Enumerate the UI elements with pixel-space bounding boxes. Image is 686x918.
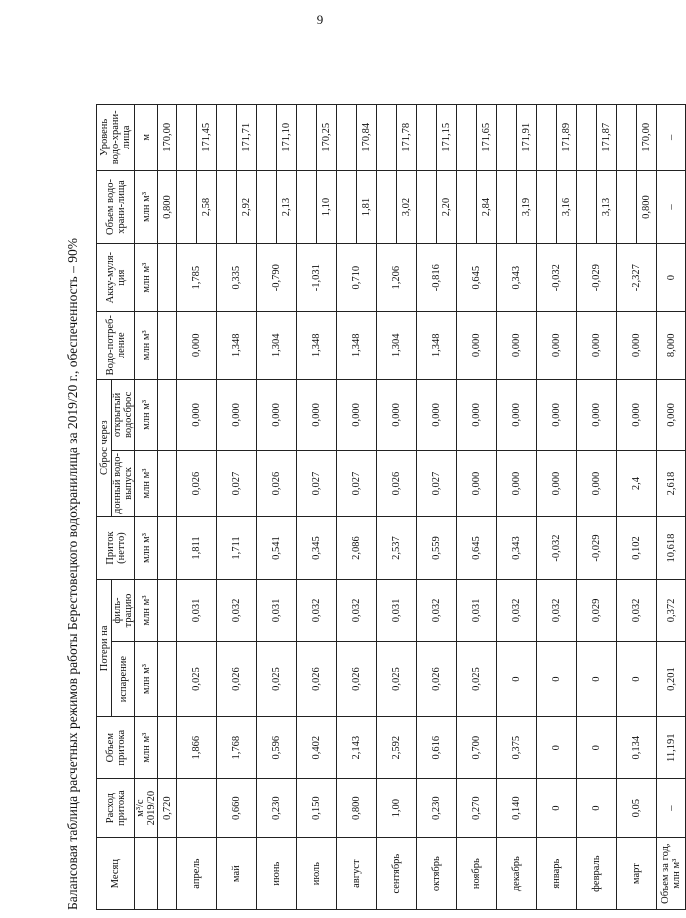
cell-blank bbox=[617, 105, 637, 171]
cell-consumption: 0,000 bbox=[457, 311, 497, 379]
total-inflow-rate: – bbox=[657, 778, 686, 837]
cell-evaporation: 0,025 bbox=[257, 641, 297, 717]
cell-reservoir-volume: 0,800 bbox=[637, 170, 657, 244]
initial-blank bbox=[158, 379, 177, 451]
cell-filtration: 0,032 bbox=[497, 580, 537, 641]
cell-net-inflow: 0,102 bbox=[617, 516, 657, 579]
total-month: Объем за год, млн м³ bbox=[657, 838, 686, 910]
cell-bottom-outlet: 0,027 bbox=[217, 451, 257, 517]
header-discharge: Сброс через bbox=[97, 379, 112, 516]
cell-inflow-volume: 2,143 bbox=[337, 717, 377, 778]
total-net-inflow: 10,618 bbox=[657, 516, 686, 579]
cell-filtration: 0,031 bbox=[457, 580, 497, 641]
initial-blank bbox=[158, 516, 177, 579]
cell-reservoir-volume: 2,92 bbox=[237, 170, 257, 244]
header-month: Месяц bbox=[97, 838, 135, 910]
initial-blank bbox=[158, 244, 177, 312]
cell-reservoir-volume: 3,02 bbox=[397, 170, 417, 244]
cell-bottom-outlet: 0,000 bbox=[577, 451, 617, 517]
total-consumption: 8,000 bbox=[657, 311, 686, 379]
table-body bbox=[177, 105, 686, 910]
cell-inflow-volume: 0,134 bbox=[617, 717, 657, 778]
cell-bottom-outlet: 0,000 bbox=[497, 451, 537, 517]
cell-accumulation: 0,645 bbox=[457, 244, 497, 312]
cell-reservoir-level: 171,89 bbox=[557, 105, 577, 171]
cell-net-inflow: 0,343 bbox=[497, 516, 537, 579]
cell-net-inflow: 0,345 bbox=[297, 516, 337, 579]
cell-blank bbox=[297, 170, 317, 244]
units-open-spillway: млн м³ bbox=[135, 379, 158, 451]
cell-accumulation: -0,816 bbox=[417, 244, 457, 312]
cell-reservoir-volume: 3,13 bbox=[597, 170, 617, 244]
table-row bbox=[297, 105, 317, 910]
cell-net-inflow: 0,645 bbox=[457, 516, 497, 579]
cell-inflow-volume: 0 bbox=[577, 717, 617, 778]
cell-reservoir-level: 171,87 bbox=[597, 105, 617, 171]
initial-blank bbox=[158, 580, 177, 641]
units-accumulation: млн м³ bbox=[135, 244, 158, 312]
cell-reservoir-level: 171,15 bbox=[437, 105, 457, 171]
cell-reservoir-volume: 3,16 bbox=[557, 170, 577, 244]
table-row bbox=[417, 105, 437, 910]
cell-inflow-volume: 0,700 bbox=[457, 717, 497, 778]
cell-blank bbox=[377, 105, 397, 171]
cell-net-inflow: 1,711 bbox=[217, 516, 257, 579]
units-evaporation: млн м³ bbox=[135, 641, 158, 717]
cell-accumulation: -2,327 bbox=[617, 244, 657, 312]
initial-month-blank bbox=[158, 838, 177, 910]
cell-month: январь bbox=[537, 838, 577, 910]
cell-blank bbox=[457, 170, 477, 244]
cell-month: август bbox=[337, 838, 377, 910]
table-row bbox=[257, 105, 277, 910]
cell-filtration: 0,032 bbox=[617, 580, 657, 641]
cell-consumption: 1,348 bbox=[417, 311, 457, 379]
cell-inflow-volume: 1,866 bbox=[177, 717, 217, 778]
header-evaporation: испарение bbox=[112, 641, 135, 717]
cell-evaporation: 0 bbox=[617, 641, 657, 717]
cell-reservoir-level: 171,71 bbox=[237, 105, 257, 171]
cell-reservoir-level: 170,25 bbox=[317, 105, 337, 171]
cell-blank bbox=[457, 105, 477, 171]
cell-open-spillway: 0,000 bbox=[417, 379, 457, 451]
cell-evaporation: 0,026 bbox=[417, 641, 457, 717]
cell-blank bbox=[177, 170, 197, 244]
cell-blank bbox=[177, 105, 197, 171]
cell-accumulation: 1,785 bbox=[177, 244, 217, 312]
cell-consumption: 1,348 bbox=[297, 311, 337, 379]
cell-net-inflow: 0,559 bbox=[417, 516, 457, 579]
initial-blank bbox=[158, 641, 177, 717]
cell-open-spillway: 0,000 bbox=[617, 379, 657, 451]
cell-accumulation: 0,710 bbox=[337, 244, 377, 312]
table-row bbox=[537, 105, 557, 910]
cell-open-spillway: 0,000 bbox=[297, 379, 337, 451]
cell-month: июль bbox=[297, 838, 337, 910]
table-row bbox=[337, 105, 357, 910]
header-inflow-rate: Расход притока bbox=[97, 778, 135, 837]
cell-inflow-rate: 0,660 bbox=[217, 778, 257, 837]
cell-blank bbox=[417, 105, 437, 171]
cell-net-inflow: -0,032 bbox=[537, 516, 577, 579]
cell-consumption: 1,304 bbox=[257, 311, 297, 379]
cell-blank bbox=[217, 105, 237, 171]
cell-filtration: 0,032 bbox=[337, 580, 377, 641]
cell-reservoir-level: 171,65 bbox=[477, 105, 497, 171]
cell-inflow-volume: 0,375 bbox=[497, 717, 537, 778]
units-reservoir-volume: млн м³ bbox=[135, 170, 158, 244]
cell-inflow-rate: 0,150 bbox=[297, 778, 337, 837]
cell-blank bbox=[497, 170, 517, 244]
cell-reservoir-level: 171,91 bbox=[517, 105, 537, 171]
cell-inflow-rate: 0 bbox=[537, 778, 577, 837]
cell-net-inflow: 1,811 bbox=[177, 516, 217, 579]
cell-inflow-rate: 0,05 bbox=[617, 778, 657, 837]
cell-bottom-outlet: 0,026 bbox=[177, 451, 217, 517]
cell-month: октябрь bbox=[417, 838, 457, 910]
cell-consumption: 0,000 bbox=[497, 311, 537, 379]
units-bottom-outlet: млн м³ bbox=[135, 451, 158, 517]
cell-accumulation: -0,790 bbox=[257, 244, 297, 312]
cell-blank bbox=[577, 105, 597, 171]
table-row bbox=[217, 105, 237, 910]
cell-inflow-rate: 0 bbox=[577, 778, 617, 837]
initial-reservoir-volume: 0,800 bbox=[158, 170, 177, 244]
cell-inflow-volume: 0,402 bbox=[297, 717, 337, 778]
cell-reservoir-volume: 3,19 bbox=[517, 170, 537, 244]
cell-consumption: 0,000 bbox=[577, 311, 617, 379]
initial-blank bbox=[158, 311, 177, 379]
cell-reservoir-volume: 2,58 bbox=[197, 170, 217, 244]
total-row bbox=[657, 105, 686, 910]
cell-reservoir-level: 170,84 bbox=[357, 105, 377, 171]
units-inflow-volume: млн м³ bbox=[135, 717, 158, 778]
rotated-page-content bbox=[60, 100, 682, 910]
cell-open-spillway: 0,000 bbox=[337, 379, 377, 451]
units-inflow-rate-label: м³/с bbox=[135, 799, 146, 817]
header-losses: Потери на bbox=[97, 580, 112, 717]
header-accumulation: Акку-муля-ция bbox=[97, 244, 135, 312]
total-reservoir-level: – bbox=[657, 105, 686, 171]
cell-evaporation: 0,026 bbox=[337, 641, 377, 717]
cell-consumption: 0,000 bbox=[617, 311, 657, 379]
cell-reservoir-volume: 2,13 bbox=[277, 170, 297, 244]
cell-bottom-outlet: 0,000 bbox=[537, 451, 577, 517]
cell-filtration: 0,031 bbox=[177, 580, 217, 641]
cell-bottom-outlet: 0,026 bbox=[257, 451, 297, 517]
cell-reservoir-level: 170,00 bbox=[637, 105, 657, 171]
cell-open-spillway: 0,000 bbox=[377, 379, 417, 451]
table-row bbox=[177, 105, 197, 910]
cell-month: июнь bbox=[257, 838, 297, 910]
cell-month: февраль bbox=[577, 838, 617, 910]
cell-month: сентябрь bbox=[377, 838, 417, 910]
cell-bottom-outlet: 2,4 bbox=[617, 451, 657, 517]
cell-accumulation: 0,335 bbox=[217, 244, 257, 312]
cell-filtration: 0,032 bbox=[417, 580, 457, 641]
cell-blank bbox=[497, 105, 517, 171]
cell-bottom-outlet: 0,027 bbox=[337, 451, 377, 517]
cell-blank bbox=[257, 170, 277, 244]
cell-inflow-volume: 2,592 bbox=[377, 717, 417, 778]
total-accumulation: 0 bbox=[657, 244, 686, 312]
initial-blank bbox=[158, 717, 177, 778]
cell-evaporation: 0,025 bbox=[457, 641, 497, 717]
cell-month: ноябрь bbox=[457, 838, 497, 910]
cell-reservoir-volume: 2,84 bbox=[477, 170, 497, 244]
total-inflow-volume: 11,191 bbox=[657, 717, 686, 778]
cell-net-inflow: -0,029 bbox=[577, 516, 617, 579]
cell-blank bbox=[537, 105, 557, 171]
cell-evaporation: 0,026 bbox=[217, 641, 257, 717]
cell-inflow-rate: 0,230 bbox=[257, 778, 297, 837]
cell-filtration: 0,029 bbox=[577, 580, 617, 641]
cell-evaporation: 0,025 bbox=[377, 641, 417, 717]
cell-month: декабрь bbox=[497, 838, 537, 910]
cell-open-spillway: 0,000 bbox=[537, 379, 577, 451]
header-reservoir-level: Уровень водо-храни-лища bbox=[97, 105, 135, 171]
total-filtration: 0,372 bbox=[657, 580, 686, 641]
table-row bbox=[497, 105, 517, 910]
table-row bbox=[377, 105, 397, 910]
cell-bottom-outlet: 0,026 bbox=[377, 451, 417, 517]
cell-open-spillway: 0,000 bbox=[457, 379, 497, 451]
table-caption: Балансовая таблица расчетных режимов работы Берестовецкого водохранилища за 2019/20 г., обеспеченность – 90% bbox=[65, 238, 80, 910]
cell-accumulation: -0,032 bbox=[537, 244, 577, 312]
cell-reservoir-volume: 1,81 bbox=[357, 170, 377, 244]
page-number: 9 bbox=[316, 12, 324, 27]
header-reservoir-volume: Объем водо-храни-лища bbox=[97, 170, 135, 244]
cell-blank bbox=[537, 170, 557, 244]
cell-reservoir-level: 171,45 bbox=[197, 105, 217, 171]
cell-filtration: 0,031 bbox=[377, 580, 417, 641]
initial-reservoir-level: 170,00 bbox=[158, 105, 177, 171]
cell-accumulation: -0,029 bbox=[577, 244, 617, 312]
cell-consumption: 0,000 bbox=[177, 311, 217, 379]
initial-year: 2019/20 bbox=[146, 790, 157, 826]
cell-bottom-outlet: 0,027 bbox=[417, 451, 457, 517]
cell-accumulation: 0,343 bbox=[497, 244, 537, 312]
cell-blank bbox=[417, 170, 437, 244]
total-bottom-outlet: 2,618 bbox=[657, 451, 686, 517]
cell-open-spillway: 0,000 bbox=[217, 379, 257, 451]
cell-filtration: 0,032 bbox=[537, 580, 577, 641]
cell-inflow-volume: 0,596 bbox=[257, 717, 297, 778]
header-filtration: филь-трацию bbox=[112, 580, 135, 641]
cell-evaporation: 0,025 bbox=[177, 641, 217, 717]
water-balance-table bbox=[96, 104, 686, 910]
cell-month: март bbox=[617, 838, 657, 910]
cell-filtration: 0,031 bbox=[257, 580, 297, 641]
units-consumption: млн м³ bbox=[135, 311, 158, 379]
cell-filtration: 0,032 bbox=[297, 580, 337, 641]
cell-blank bbox=[337, 105, 357, 171]
units-reservoir-level: м bbox=[135, 105, 158, 171]
cell-bottom-outlet: 0,000 bbox=[457, 451, 497, 517]
units-inflow-rate bbox=[135, 778, 158, 837]
cell-consumption: 0,000 bbox=[537, 311, 577, 379]
cell-accumulation: -1,031 bbox=[297, 244, 337, 312]
header-open-spillway: открытый водосброс bbox=[112, 379, 135, 451]
table-row bbox=[457, 105, 477, 910]
cell-inflow-rate: 0,270 bbox=[457, 778, 497, 837]
cell-blank bbox=[297, 105, 317, 171]
cell-blank bbox=[217, 170, 237, 244]
table-row bbox=[617, 105, 637, 910]
cell-evaporation: 0 bbox=[577, 641, 617, 717]
cell-accumulation: 1,206 bbox=[377, 244, 417, 312]
initial-inflow-rate: 0,720 bbox=[158, 778, 177, 837]
cell-net-inflow: 2,537 bbox=[377, 516, 417, 579]
units-month-blank bbox=[135, 838, 158, 910]
cell-month: апрель bbox=[177, 838, 217, 910]
cell-inflow-rate bbox=[177, 778, 217, 837]
cell-blank bbox=[377, 170, 397, 244]
cell-blank bbox=[257, 105, 277, 171]
cell-reservoir-level: 171,78 bbox=[397, 105, 417, 171]
cell-consumption: 1,348 bbox=[217, 311, 257, 379]
total-evaporation: 0,201 bbox=[657, 641, 686, 717]
table-row bbox=[577, 105, 597, 910]
header-net-inflow: Приток (нетто) bbox=[97, 516, 135, 579]
cell-blank bbox=[617, 170, 637, 244]
cell-consumption: 1,348 bbox=[337, 311, 377, 379]
cell-open-spillway: 0,000 bbox=[497, 379, 537, 451]
cell-net-inflow: 2,086 bbox=[337, 516, 377, 579]
cell-open-spillway: 0,000 bbox=[257, 379, 297, 451]
units-net-inflow: млн м³ bbox=[135, 516, 158, 579]
cell-inflow-rate: 0,230 bbox=[417, 778, 457, 837]
cell-open-spillway: 0,000 bbox=[577, 379, 617, 451]
cell-reservoir-volume: 2,20 bbox=[437, 170, 457, 244]
cell-consumption: 1,304 bbox=[377, 311, 417, 379]
cell-reservoir-level: 171,10 bbox=[277, 105, 297, 171]
cell-blank bbox=[577, 170, 597, 244]
cell-inflow-volume: 0,616 bbox=[417, 717, 457, 778]
cell-inflow-volume: 0 bbox=[537, 717, 577, 778]
cell-blank bbox=[337, 170, 357, 244]
cell-filtration: 0,032 bbox=[217, 580, 257, 641]
cell-month: май bbox=[217, 838, 257, 910]
cell-inflow-rate: 0,800 bbox=[337, 778, 377, 837]
total-open-spillway: 0,000 bbox=[657, 379, 686, 451]
cell-net-inflow: 0,541 bbox=[257, 516, 297, 579]
cell-open-spillway: 0,000 bbox=[177, 379, 217, 451]
cell-inflow-rate: 0,140 bbox=[497, 778, 537, 837]
initial-blank bbox=[158, 451, 177, 517]
cell-inflow-rate: 1,00 bbox=[377, 778, 417, 837]
header-consumption: Водо-потреб-ление bbox=[97, 311, 135, 379]
cell-evaporation: 0 bbox=[497, 641, 537, 717]
total-reservoir-volume: – bbox=[657, 170, 686, 244]
header-inflow-volume: Объем притока bbox=[97, 717, 135, 778]
cell-reservoir-volume: 1,10 bbox=[317, 170, 337, 244]
cell-inflow-volume: 1,768 bbox=[217, 717, 257, 778]
cell-evaporation: 0 bbox=[537, 641, 577, 717]
units-filtration: млн м³ bbox=[135, 580, 158, 641]
cell-bottom-outlet: 0,027 bbox=[297, 451, 337, 517]
header-bottom-outlet: донный водо-выпуск bbox=[112, 451, 135, 517]
cell-evaporation: 0,026 bbox=[297, 641, 337, 717]
